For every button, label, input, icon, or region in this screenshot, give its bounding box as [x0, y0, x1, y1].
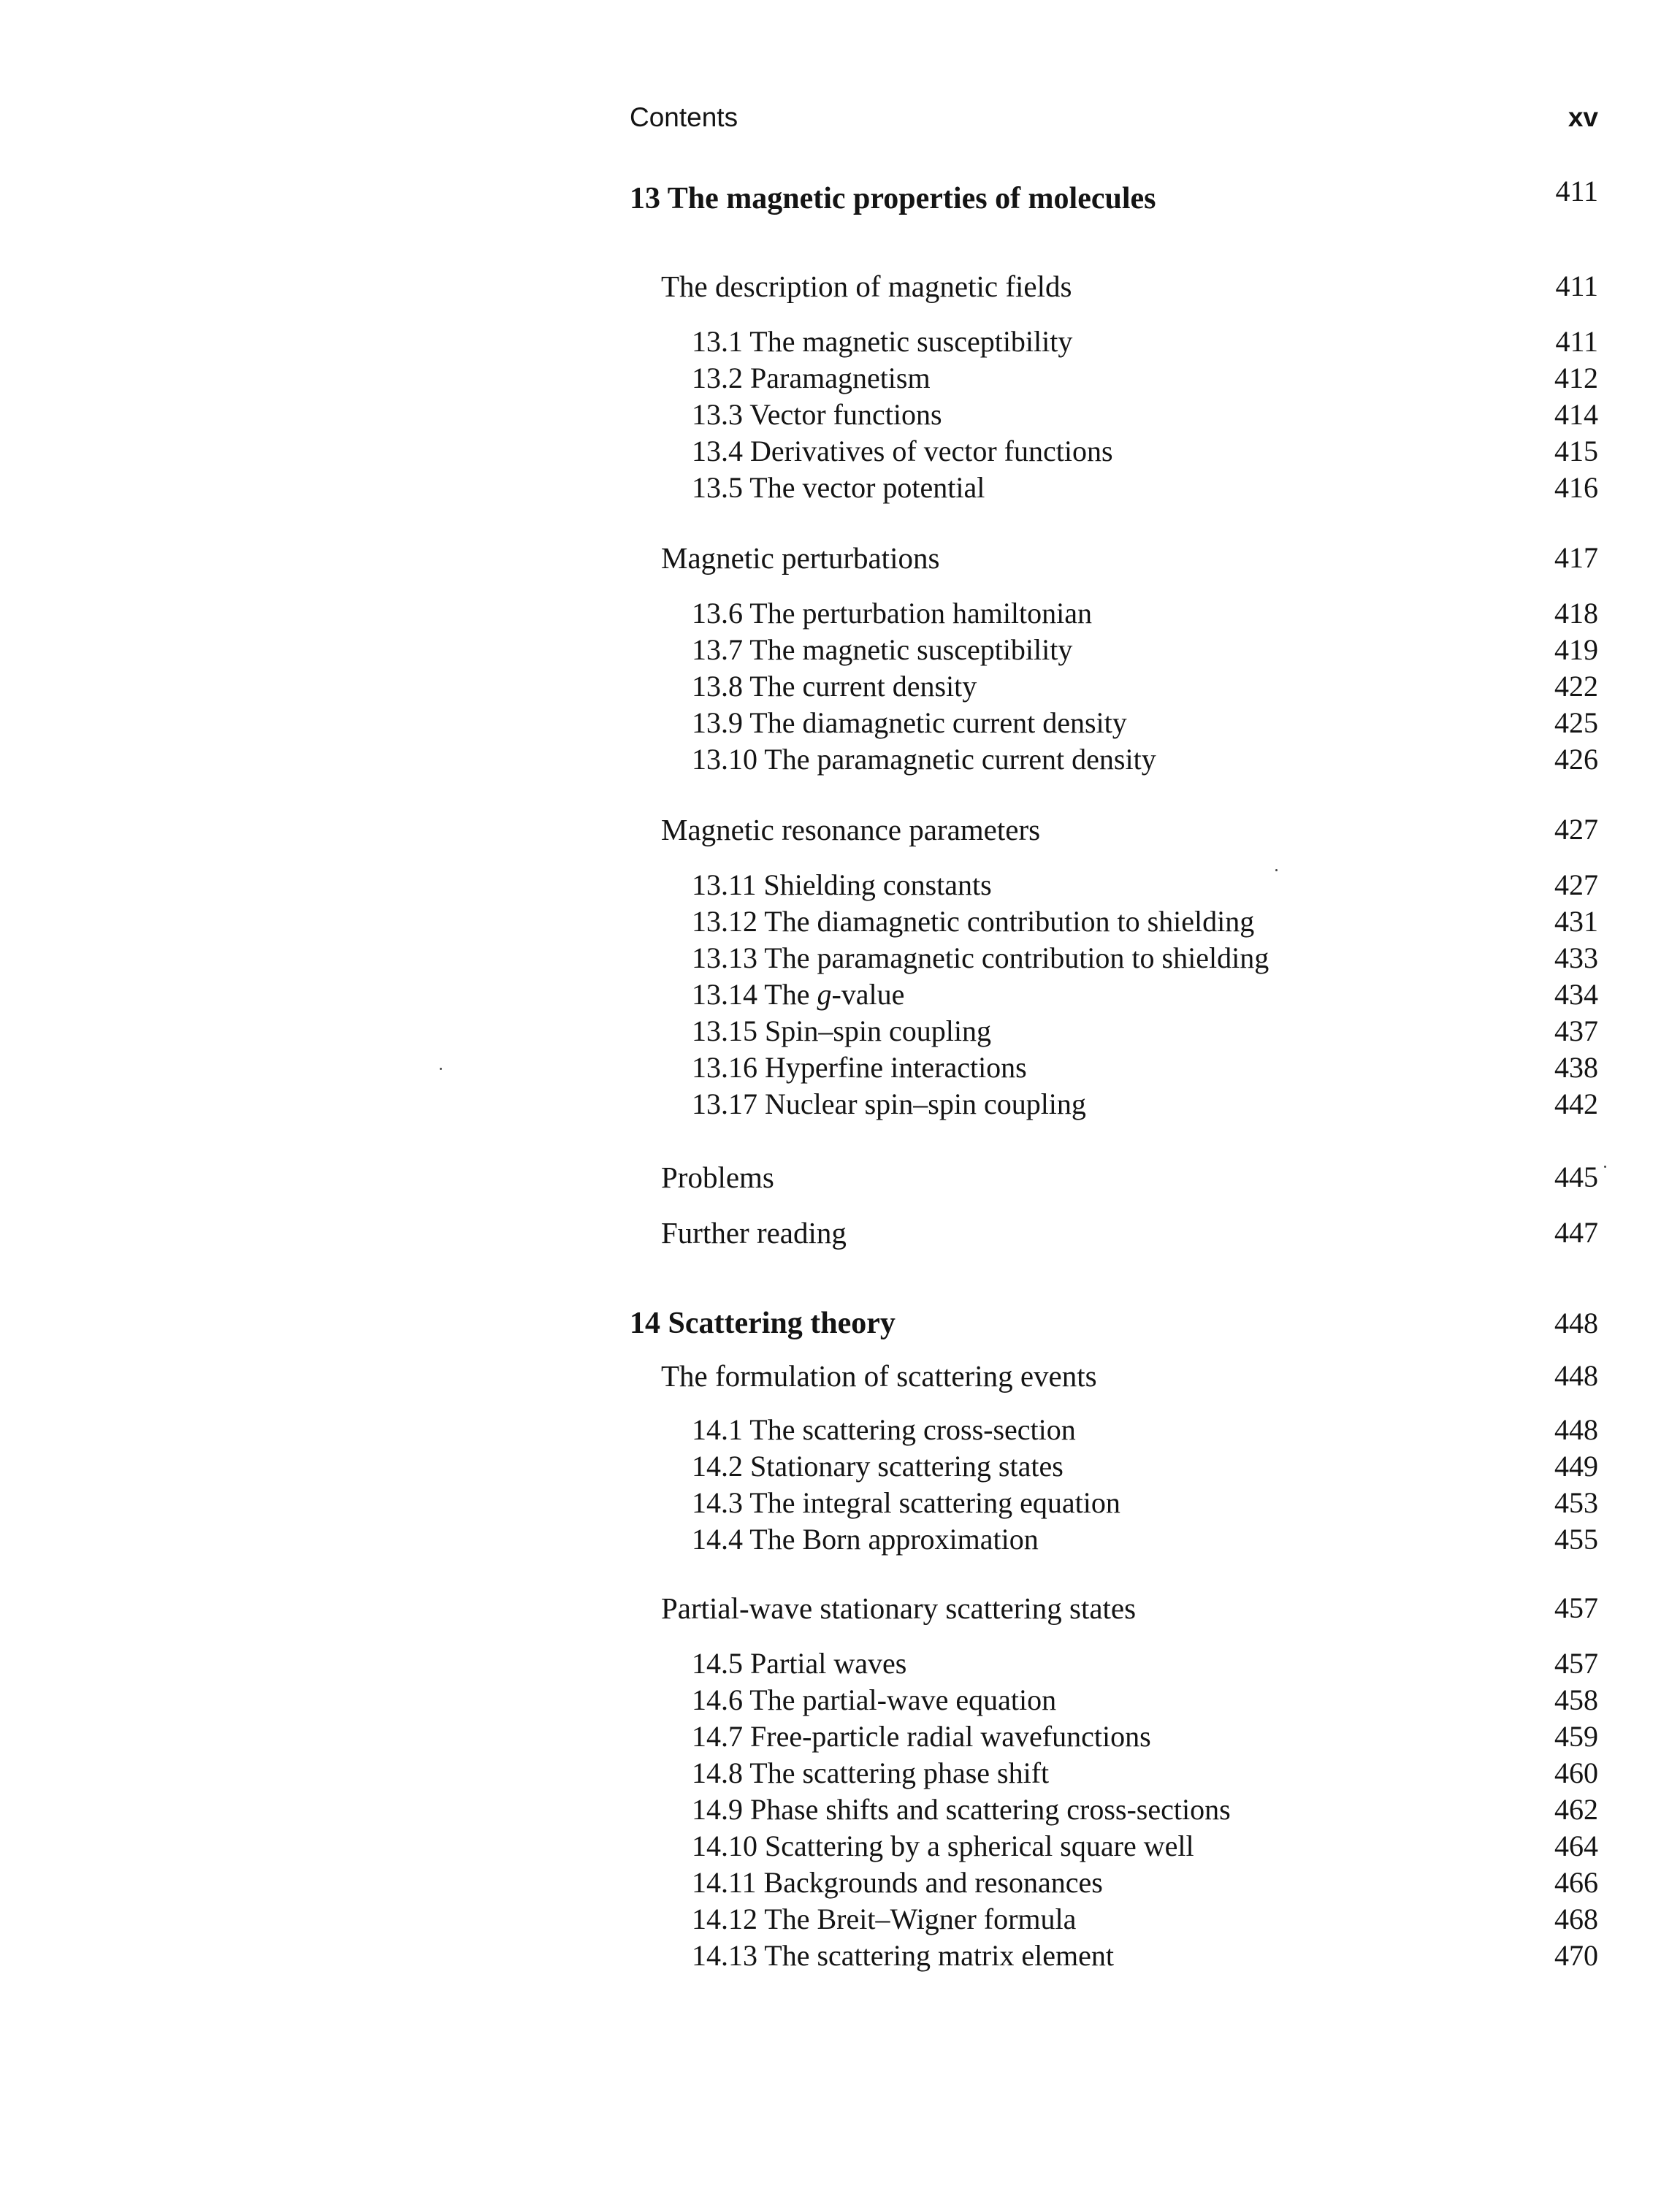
section-entry — [0, 1212, 1680, 1253]
section-entry-title: Magnetic perturbations — [661, 541, 940, 575]
subsection-entry-title: 13.8 The current density — [692, 670, 977, 703]
section-entry — [0, 809, 1680, 850]
subsection-entry-title: 13.14 The g-value — [692, 978, 905, 1011]
section-entry-title: Partial-wave stationary scattering states — [661, 1591, 1137, 1625]
subsection-entry-page: 457 — [1554, 1647, 1598, 1680]
subsection-entry-page: 425 — [1554, 706, 1598, 739]
subsection-entry — [0, 1084, 1680, 1125]
subsection-entry-page: 422 — [1554, 670, 1598, 703]
subsection-entry-title: 13.4 Derivatives of vector functions — [692, 435, 1113, 467]
subsection-entry — [0, 467, 1680, 508]
scan-speck — [1604, 1166, 1606, 1168]
section-entry-page: 448 — [1554, 1359, 1598, 1392]
subsection-entry-title: 14.2 Stationary scattering states — [692, 1450, 1064, 1483]
chapter-heading-title: 14 Scattering theory — [630, 1307, 896, 1340]
section-entry — [0, 1157, 1680, 1198]
chapter-heading-page: 448 — [1554, 1307, 1598, 1339]
section-entry-page: 445 — [1554, 1160, 1598, 1193]
running-header-page-number: xv — [1568, 102, 1598, 132]
subsection-entry-title: 13.12 The diamagnetic contribution to shielding — [692, 905, 1255, 938]
chapter-heading — [0, 175, 1680, 219]
subsection-entry-page: 437 — [1554, 1014, 1598, 1047]
subsection-entry-title: 14.4 The Born approximation — [692, 1523, 1039, 1556]
subsection-entry — [0, 1789, 1680, 1830]
subsection-entry — [0, 1680, 1680, 1721]
section-entry-title: The formulation of scattering events — [661, 1359, 1097, 1393]
subsection-entry-title: 13.6 The perturbation hamiltonian — [692, 597, 1093, 630]
subsection-entry — [0, 1826, 1680, 1867]
subsection-entry-title: 14.9 Phase shifts and scattering cross-sections — [692, 1793, 1231, 1826]
subsection-entry-title: 14.6 The partial-wave equation — [692, 1683, 1057, 1716]
subsection-entry-title: 13.13 The paramagnetic contribution to shielding — [692, 941, 1269, 974]
subsection-entry-page: 433 — [1554, 941, 1598, 974]
subsection-entry — [0, 321, 1680, 362]
subsection-entry-title: 13.10 The paramagnetic current density — [692, 743, 1156, 776]
subsection-entry-page: 460 — [1554, 1756, 1598, 1789]
subsection-entry — [0, 739, 1680, 780]
subsection-entry-page: 414 — [1554, 398, 1598, 431]
subsection-entry-page: 464 — [1554, 1829, 1598, 1862]
subsection-entry-page: 449 — [1554, 1450, 1598, 1483]
chapter-heading — [0, 1303, 1680, 1344]
subsection-entry-page: 442 — [1554, 1087, 1598, 1120]
subsection-entry-page: 448 — [1554, 1413, 1598, 1446]
section-entry — [0, 1355, 1680, 1396]
subsection-entry-page: 459 — [1554, 1720, 1598, 1753]
subsection-entry-title: 14.11 Backgrounds and resonances — [692, 1866, 1103, 1899]
subsection-entry — [0, 1446, 1680, 1487]
subsection-entry-title: 14.8 The scattering phase shift — [692, 1756, 1050, 1789]
subsection-entry — [0, 1753, 1680, 1794]
subsection-entry-title: 14.12 The Breit–Wigner formula — [692, 1903, 1077, 1935]
subsection-entry — [0, 1483, 1680, 1523]
subsection-entry — [0, 703, 1680, 743]
subsection-entry-title: 13.5 The vector potential — [692, 471, 985, 504]
subsection-entry — [0, 666, 1680, 707]
section-entry — [0, 266, 1680, 307]
scan-speck — [1275, 869, 1278, 871]
subsection-entry — [0, 865, 1680, 906]
subsection-entry-page: 453 — [1554, 1486, 1598, 1519]
subsection-entry-page: 419 — [1554, 633, 1598, 666]
running-header-title: Contents — [630, 102, 738, 132]
subsection-entry — [0, 1519, 1680, 1560]
subsection-entry-title: 13.9 The diamagnetic current density — [692, 706, 1127, 739]
section-entry-page: 457 — [1554, 1591, 1598, 1624]
subsection-entry-title: 14.13 The scattering matrix element — [692, 1939, 1114, 1972]
g-symbol: g — [817, 978, 832, 1011]
section-entry — [0, 1588, 1680, 1629]
subsection-entry — [0, 1862, 1680, 1903]
subsection-entry — [0, 938, 1680, 979]
subsection-entry-page: 418 — [1554, 597, 1598, 630]
subsection-entry — [0, 1047, 1680, 1088]
subsection-entry — [0, 431, 1680, 472]
subsection-entry-page: 455 — [1554, 1523, 1598, 1556]
subsection-entry-page: 468 — [1554, 1903, 1598, 1935]
subsection-entry-page: 434 — [1554, 978, 1598, 1011]
subsection-entry — [0, 1643, 1680, 1684]
subsection-entry — [0, 1011, 1680, 1052]
section-entry-title: Problems — [661, 1160, 774, 1194]
subsection-entry-title: 13.11 Shielding constants — [692, 868, 992, 901]
section-entry-page: 417 — [1554, 541, 1598, 574]
subsection-entry — [0, 394, 1680, 435]
subsection-entry — [0, 1899, 1680, 1940]
subsection-entry — [0, 593, 1680, 634]
subsection-entry-title: 13.15 Spin–spin coupling — [692, 1014, 992, 1047]
subsection-entry-title: 13.16 Hyperfine interactions — [692, 1051, 1027, 1084]
subsection-entry — [0, 630, 1680, 670]
subsection-entry-title: 13.3 Vector functions — [692, 398, 942, 431]
subsection-entry — [0, 1410, 1680, 1450]
section-entry-title: The description of magnetic fields — [661, 269, 1072, 303]
subsection-entry-page: 415 — [1554, 435, 1598, 467]
subsection-entry-title: 13.17 Nuclear spin–spin coupling — [692, 1087, 1086, 1120]
chapter-heading-title: 13 The magnetic properties of molecules — [630, 182, 1156, 215]
subsection-entry-page: 431 — [1554, 905, 1598, 938]
subsection-entry-page: 426 — [1554, 743, 1598, 776]
subsection-entry-page: 466 — [1554, 1866, 1598, 1899]
subsection-entry-page: 416 — [1554, 471, 1598, 504]
subsection-entry — [0, 358, 1680, 399]
section-entry-page: 411 — [1555, 269, 1598, 302]
section-entry-page: 427 — [1554, 813, 1598, 846]
subsection-entry-title: 13.7 The magnetic susceptibility — [692, 633, 1073, 666]
subsection-entry — [0, 974, 1680, 1015]
subsection-entry — [0, 901, 1680, 942]
section-entry-page: 447 — [1554, 1216, 1598, 1249]
section-entry — [0, 538, 1680, 578]
subsection-entry-page: 462 — [1554, 1793, 1598, 1826]
subsection-entry-title: 14.10 Scattering by a spherical square well — [692, 1829, 1194, 1862]
subsection-entry — [0, 1935, 1680, 1976]
scan-speck — [440, 1068, 442, 1070]
subsection-entry — [0, 1716, 1680, 1757]
subsection-entry-page: 411 — [1555, 325, 1598, 358]
chapter-heading-page: 411 — [1555, 175, 1598, 207]
subsection-entry-title: 14.7 Free-particle radial wavefunctions — [692, 1720, 1151, 1753]
subsection-entry-page: 458 — [1554, 1683, 1598, 1716]
subsection-entry-page: 412 — [1554, 362, 1598, 394]
subsection-entry-title: 14.1 The scattering cross-section — [692, 1413, 1076, 1446]
subsection-entry-page: 438 — [1554, 1051, 1598, 1084]
subsection-entry-title: 14.5 Partial waves — [692, 1647, 907, 1680]
subsection-entry-title: 13.2 Paramagnetism — [692, 362, 931, 394]
subsection-entry-title: 13.1 The magnetic susceptibility — [692, 325, 1073, 358]
subsection-entry-page: 427 — [1554, 868, 1598, 901]
subsection-entry-title: 14.3 The integral scattering equation — [692, 1486, 1120, 1519]
section-entry-title: Magnetic resonance parameters — [661, 813, 1041, 846]
subsection-entry-page: 470 — [1554, 1939, 1598, 1972]
section-entry-title: Further reading — [661, 1216, 847, 1250]
